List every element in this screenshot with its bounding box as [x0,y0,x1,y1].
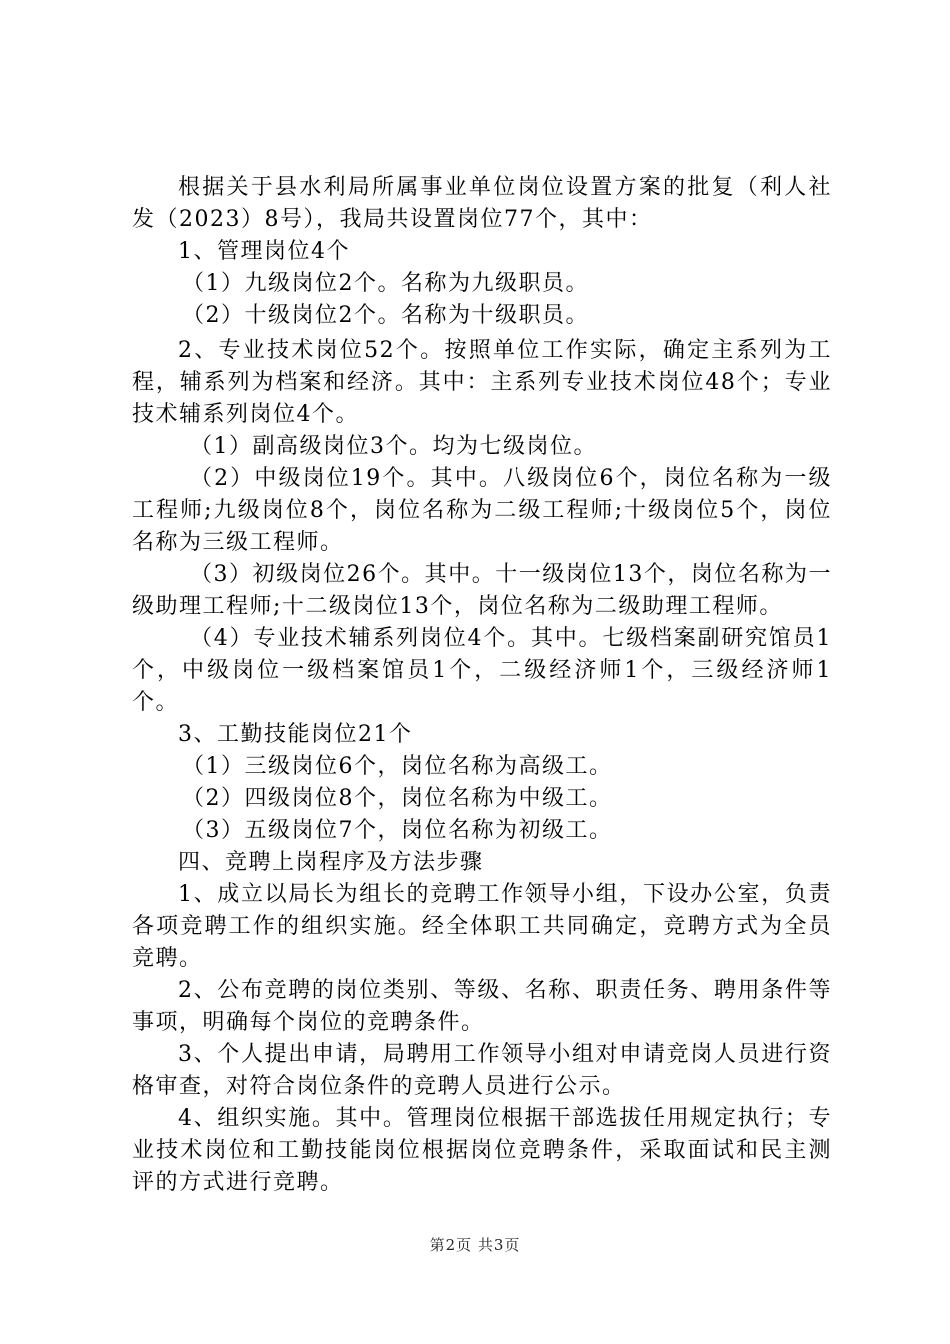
paragraph-step-4: 4、组织实施。其中。管理岗位根据干部选拔任用规定执行；专业技术岗位和工勤技能岗位根据岗位竞聘条件，采取面试和民主测评的方式进行竞聘。 [132,1106,832,1195]
paragraph-level4-worker: （2）四级岗位8个，岗位名称为中级工。 [182,786,613,811]
paragraph-step-1: 1、成立以局长为组长的竞聘工作领导小组，下设办公室，负责各项竞聘工作的组织实施。经全体职工共同确定，竞聘方式为全员竞聘。 [132,882,832,971]
paragraph-professional-posts: 2、专业技术岗位52个。按照单位工作实际，确定主系列为工程，辅系列为档案和经济。其中：主系列专业技术岗位48个；专业技术辅系列岗位4个。 [132,338,832,427]
paragraph-level10-posts: （2）十级岗位2个。名称为十级职员。 [182,303,589,328]
document-body [132,172,832,1199]
paragraph-auxiliary-posts: （4）专业技术辅系列岗位4个。其中。七级档案副研究馆员1个，中级岗位一级档案馆员1个，二级经济师1个，三级经济师1个。 [132,626,832,715]
paragraph-approval-intro: 根据关于县水利局所属事业单位岗位设置方案的批复（利人社发（2023）8号），我局共设置岗位77个，其中： [132,175,832,232]
paragraph-senior-posts: （1）副高级岗位3个。均为七级岗位。 [190,434,597,459]
page-number-footer: 第2页 共3页 [429,1236,521,1254]
paragraph-worker-posts: 3、工勤技能岗位21个 [178,722,413,747]
section-heading-procedure: 四、竞聘上岗程序及方法步骤 [178,850,484,875]
paragraph-junior-posts: （3）初级岗位26个。其中。十一级岗位13个，岗位名称为一级助理工程师;十二级岗位13个，岗位名称为二级助理工程师。 [132,562,832,619]
paragraph-level9-posts: （1）九级岗位2个。名称为九级职员。 [182,271,589,296]
paragraph-level5-worker: （3）五级岗位7个，岗位名称为初级工。 [182,818,613,843]
paragraph-intermediate-posts: （2）中级岗位19个。其中。八级岗位6个，岗位名称为一级工程师;九级岗位8个，岗位名称为二级工程师;十级岗位5个，岗位名称为三级工程师。 [132,466,832,555]
paragraph-level3-worker: （1）三级岗位6个，岗位名称为高级工。 [182,754,613,779]
paragraph-step-3: 3、个人提出申请，局聘用工作领导小组对申请竞岗人员进行资格审查，对符合岗位条件的竞聘人员进行公示。 [132,1042,832,1099]
paragraph-step-2: 2、公布竞聘的岗位类别、等级、名称、职责任务、聘用条件等事项，明确每个岗位的竞聘条件。 [132,978,832,1035]
paragraph-management-posts: 1、管理岗位4个 [178,239,350,264]
